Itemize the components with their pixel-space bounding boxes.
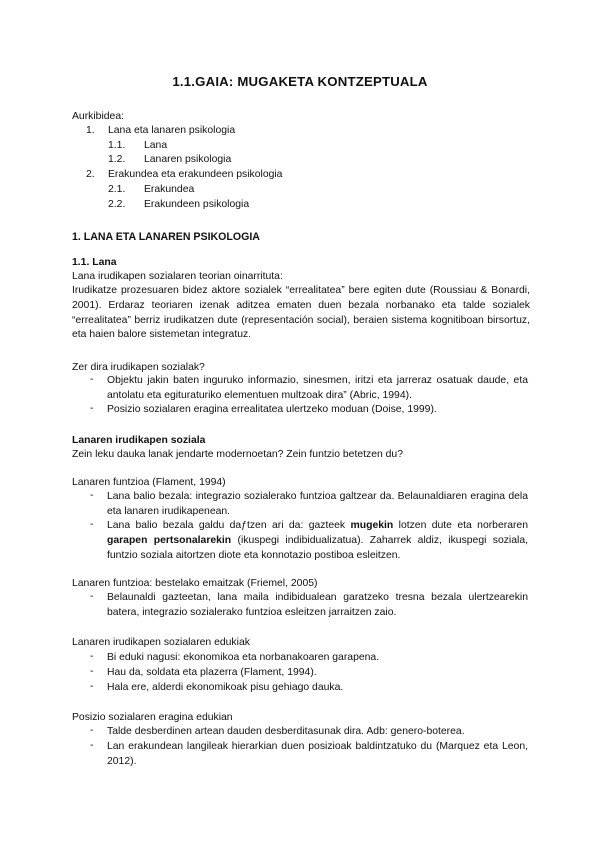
bullet-dash: - [90,740,94,751]
bullet-text: Belaunaldi gazteetan, lana maila indibidualean garatzeko tresna bezala ulertzearekin batera, integrazio sozialerako funtzioa esleitzen jarraitzen zaio. [107,592,528,618]
function-heading: Lanaren funtzioa (Flament, 1994) [72,477,226,488]
toc-subitem-label: Lanaren psikologia [144,154,232,165]
intro-paragraph: Irudikatze prozesuaren bidez aktore sozialek “errealitatea” bere egiten dute (Roussiau & Bonardi, 2001). Erdaraz teoriaren izenak aditzea ematen duen bezala norbanako eta talde sozialek “errealitatea” berriz irudikatzen dute (representación social), beraien sistema kognitiboan birsortuz, eta haien balore sistemetan integratuz. [72,285,530,341]
bullet-text-rich [107,519,528,563]
toc-item-number: 2. [86,169,95,180]
toc-subitem-label: Lana [144,140,168,151]
bullet-text-part: Lana balio bezala galdu daƒtzen ari da: gazteek [107,520,351,531]
toc-heading: Aurkibidea: [72,111,124,122]
section-heading: 1. LANA ETA LANAREN PSIKOLOGIA [72,231,260,243]
subsection-heading: 1.1. Lana [72,257,117,268]
question-heading: Zer dira irudikapen sozialak? [72,362,205,373]
bullet-dash: - [90,681,94,692]
social-rep-question: Zein leku dauka lanak jendarte modernoetan? Zein funtzio betetzen du? [72,449,403,460]
toc-subitem-label: Erakundea [144,184,195,195]
bullet-dash: - [90,651,94,662]
function2-heading: Lanaren funtzioa: bestelako emaitzak (Friemel, 2005) [72,578,318,589]
toc-subitem-number: 2.2. [108,199,126,210]
bullet-text: Hala ere, alderdi ekonomikoak pisu gehiago dauka. [107,682,344,693]
toc-subitem-number: 1.2. [108,154,126,165]
bullet-dash: - [90,403,94,414]
bullet-text: Lana balio bezala: integrazio sozialerako funtzioa galtzear da. Belaunaldiaren eragina dela eta lanaren irudikapenean. [107,491,528,517]
bullet-text: Posizio sozialaren eragina errealitatea ulertzeko moduan (Doise, 1999). [107,404,437,415]
toc-subitem-number: 1.1. [108,140,126,151]
toc-item-label: Erakundea eta erakundeen psikologia [108,169,283,180]
bullet-dash: - [90,374,94,385]
bullet-text-part: (ikuspegi indibidualizatua). Zaharrek aldiz, ikuspegi soziala, funtzio soziala aitortzen diote eta konnotazio postiboa esleitzen. [107,534,528,561]
bullet-dash: - [90,591,94,602]
bullet-bold-term: mugekin [350,520,394,531]
intro-line: Lana irudikapen sozialaren teorian oinarrituta: [72,271,283,282]
bullet-text: Objektu jakin baten inguruko informazio, sinesmen, iritzi eta jarreraz osatuak daude, eta antolatu eta egituraturiko elementuen multzoak dira” (Abric, 1994). [107,375,528,401]
position-heading: Posizio sozialaren eragina edukian [72,712,233,723]
bullet-bold-term: garapen pertsonalarekin [107,534,232,546]
toc-subitem-number: 2.1. [108,184,126,195]
bullet-text: Bi eduki nagusi: ekonomikoa eta norbanakoaren garapena. [107,652,380,663]
toc-item-label: Lana eta lanaren psikologia [108,125,236,136]
social-rep-heading: Lanaren irudikapen soziala [72,435,206,446]
bullet-dash: - [90,725,94,736]
toc-item-number: 1. [86,125,95,136]
bullet-dash: - [90,490,94,501]
bullet-text: Lan erakundean langileak hierarkian duen posizioak baldintzatuko du (Marquez eta Leon, 2012). [107,741,528,767]
bullet-text: Hau da, soldata eta plazerra (Flament, 1994). [107,667,317,678]
bullet-text-part: lotzen dute eta norberaren [393,520,528,531]
bullet-dash: - [90,519,94,530]
bullet-dash: - [90,666,94,677]
toc-subitem-label: Erakundeen psikologia [144,199,250,210]
bullet-text: Talde desberdinen artean dauden desberditasunak dira. Adb: genero-boterea. [107,726,465,737]
content-heading: Lanaren irudikapen sozialaren edukiak [72,637,250,648]
page-title: 1.1.GAIA: MUGAKETA KONTZEPTUALA [172,74,428,89]
